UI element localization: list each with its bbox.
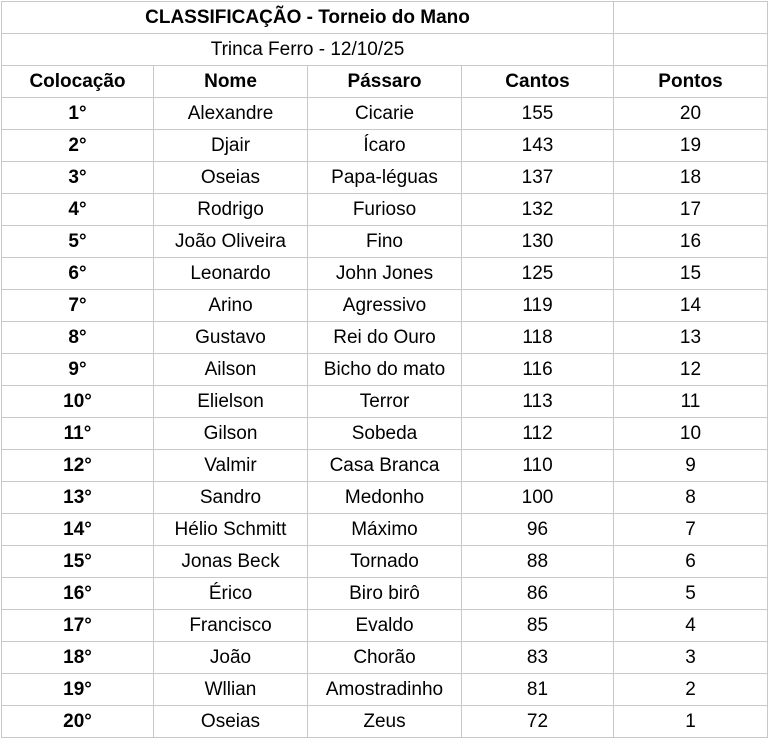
table-row: [2, 610, 768, 642]
cell-passaro: John Jones: [308, 258, 462, 290]
cell-nome: Leonardo: [154, 258, 308, 290]
cell-pontos: 18: [614, 162, 768, 194]
cell-colocacao: 10°: [2, 386, 154, 418]
cell-pontos: 6: [614, 546, 768, 578]
header-row: [2, 66, 768, 98]
cell-colocacao: 16°: [2, 578, 154, 610]
cell-pontos: 1: [614, 706, 768, 738]
cell-passaro: Máximo: [308, 514, 462, 546]
cell-colocacao: 5°: [2, 226, 154, 258]
cell-passaro: Amostradinho: [308, 674, 462, 706]
column-header-pontos: Pontos: [614, 66, 768, 98]
cell-passaro: Terror: [308, 386, 462, 418]
cell-pontos: 7: [614, 514, 768, 546]
cell-cantos: 110: [462, 450, 614, 482]
cell-pontos: 20: [614, 98, 768, 130]
table-row: [2, 354, 768, 386]
table-row: [2, 706, 768, 738]
cell-pontos: 8: [614, 482, 768, 514]
cell-cantos: 81: [462, 674, 614, 706]
table-row: [2, 386, 768, 418]
cell-passaro: Agressivo: [308, 290, 462, 322]
table-subtitle: Trinca Ferro - 12/10/25: [2, 34, 614, 66]
cell-nome: Ailson: [154, 354, 308, 386]
cell-cantos: 155: [462, 98, 614, 130]
cell-colocacao: 19°: [2, 674, 154, 706]
cell-passaro: Ícaro: [308, 130, 462, 162]
table-row: [2, 162, 768, 194]
cell-cantos: 143: [462, 130, 614, 162]
table-row: [2, 546, 768, 578]
column-header-nome: Nome: [154, 66, 308, 98]
cell-nome: Érico: [154, 578, 308, 610]
subtitle-row: [2, 34, 768, 66]
cell-cantos: 100: [462, 482, 614, 514]
cell-pontos: 5: [614, 578, 768, 610]
cell-pontos: 16: [614, 226, 768, 258]
table-row: [2, 482, 768, 514]
cell-passaro: Zeus: [308, 706, 462, 738]
cell-cantos: 130: [462, 226, 614, 258]
cell-colocacao: 15°: [2, 546, 154, 578]
table-row: [2, 194, 768, 226]
cell-pontos: 13: [614, 322, 768, 354]
table-row: [2, 450, 768, 482]
cell-nome: João Oliveira: [154, 226, 308, 258]
cell-pontos: 15: [614, 258, 768, 290]
cell-passaro: Evaldo: [308, 610, 462, 642]
subtitle-blank-cell: [614, 34, 768, 66]
cell-nome: Arino: [154, 290, 308, 322]
cell-cantos: 137: [462, 162, 614, 194]
table-row: [2, 642, 768, 674]
classification-table: [1, 1, 768, 738]
table-row: [2, 322, 768, 354]
table-row: [2, 226, 768, 258]
cell-nome: Oseias: [154, 162, 308, 194]
cell-pontos: 11: [614, 386, 768, 418]
cell-cantos: 132: [462, 194, 614, 226]
cell-nome: Rodrigo: [154, 194, 308, 226]
cell-pontos: 10: [614, 418, 768, 450]
cell-cantos: 116: [462, 354, 614, 386]
cell-cantos: 112: [462, 418, 614, 450]
column-header-passaro: Pássaro: [308, 66, 462, 98]
cell-passaro: Papa-léguas: [308, 162, 462, 194]
cell-pontos: 3: [614, 642, 768, 674]
cell-nome: Gustavo: [154, 322, 308, 354]
cell-pontos: 17: [614, 194, 768, 226]
cell-nome: Alexandre: [154, 98, 308, 130]
cell-pontos: 4: [614, 610, 768, 642]
cell-pontos: 9: [614, 450, 768, 482]
table-row: [2, 98, 768, 130]
table-title: CLASSIFICAÇÃO - Torneio do Mano: [2, 2, 614, 34]
table-row: [2, 290, 768, 322]
cell-nome: Gilson: [154, 418, 308, 450]
cell-cantos: 118: [462, 322, 614, 354]
cell-colocacao: 17°: [2, 610, 154, 642]
cell-nome: João: [154, 642, 308, 674]
cell-passaro: Furioso: [308, 194, 462, 226]
cell-nome: Djair: [154, 130, 308, 162]
cell-cantos: 125: [462, 258, 614, 290]
cell-nome: Francisco: [154, 610, 308, 642]
cell-colocacao: 12°: [2, 450, 154, 482]
cell-passaro: Casa Branca: [308, 450, 462, 482]
cell-colocacao: 11°: [2, 418, 154, 450]
cell-cantos: 85: [462, 610, 614, 642]
table-row: [2, 578, 768, 610]
cell-colocacao: 2°: [2, 130, 154, 162]
table-row: [2, 418, 768, 450]
cell-nome: Sandro: [154, 482, 308, 514]
title-row: [2, 2, 768, 34]
cell-pontos: 19: [614, 130, 768, 162]
cell-pontos: 14: [614, 290, 768, 322]
cell-cantos: 88: [462, 546, 614, 578]
cell-nome: Oseias: [154, 706, 308, 738]
cell-cantos: 113: [462, 386, 614, 418]
cell-pontos: 2: [614, 674, 768, 706]
cell-colocacao: 1°: [2, 98, 154, 130]
table-row: [2, 258, 768, 290]
cell-passaro: Fino: [308, 226, 462, 258]
cell-nome: Valmir: [154, 450, 308, 482]
cell-colocacao: 8°: [2, 322, 154, 354]
table-row: [2, 130, 768, 162]
cell-passaro: Biro birô: [308, 578, 462, 610]
cell-nome: Jonas Beck: [154, 546, 308, 578]
cell-cantos: 72: [462, 706, 614, 738]
cell-cantos: 86: [462, 578, 614, 610]
cell-nome: Elielson: [154, 386, 308, 418]
cell-passaro: Sobeda: [308, 418, 462, 450]
cell-cantos: 119: [462, 290, 614, 322]
title-blank-cell: [614, 2, 768, 34]
column-header-colocacao: Colocação: [2, 66, 154, 98]
cell-colocacao: 14°: [2, 514, 154, 546]
cell-colocacao: 9°: [2, 354, 154, 386]
cell-nome: Wllian: [154, 674, 308, 706]
table-row: [2, 674, 768, 706]
cell-colocacao: 4°: [2, 194, 154, 226]
cell-passaro: Medonho: [308, 482, 462, 514]
cell-colocacao: 13°: [2, 482, 154, 514]
cell-colocacao: 18°: [2, 642, 154, 674]
cell-colocacao: 6°: [2, 258, 154, 290]
cell-colocacao: 20°: [2, 706, 154, 738]
cell-colocacao: 3°: [2, 162, 154, 194]
cell-passaro: Bicho do mato: [308, 354, 462, 386]
cell-nome: Hélio Schmitt: [154, 514, 308, 546]
cell-passaro: Rei do Ouro: [308, 322, 462, 354]
cell-cantos: 96: [462, 514, 614, 546]
cell-passaro: Cicarie: [308, 98, 462, 130]
cell-colocacao: 7°: [2, 290, 154, 322]
cell-cantos: 83: [462, 642, 614, 674]
cell-passaro: Tornado: [308, 546, 462, 578]
table-row: [2, 514, 768, 546]
cell-pontos: 12: [614, 354, 768, 386]
cell-passaro: Chorão: [308, 642, 462, 674]
column-header-cantos: Cantos: [462, 66, 614, 98]
